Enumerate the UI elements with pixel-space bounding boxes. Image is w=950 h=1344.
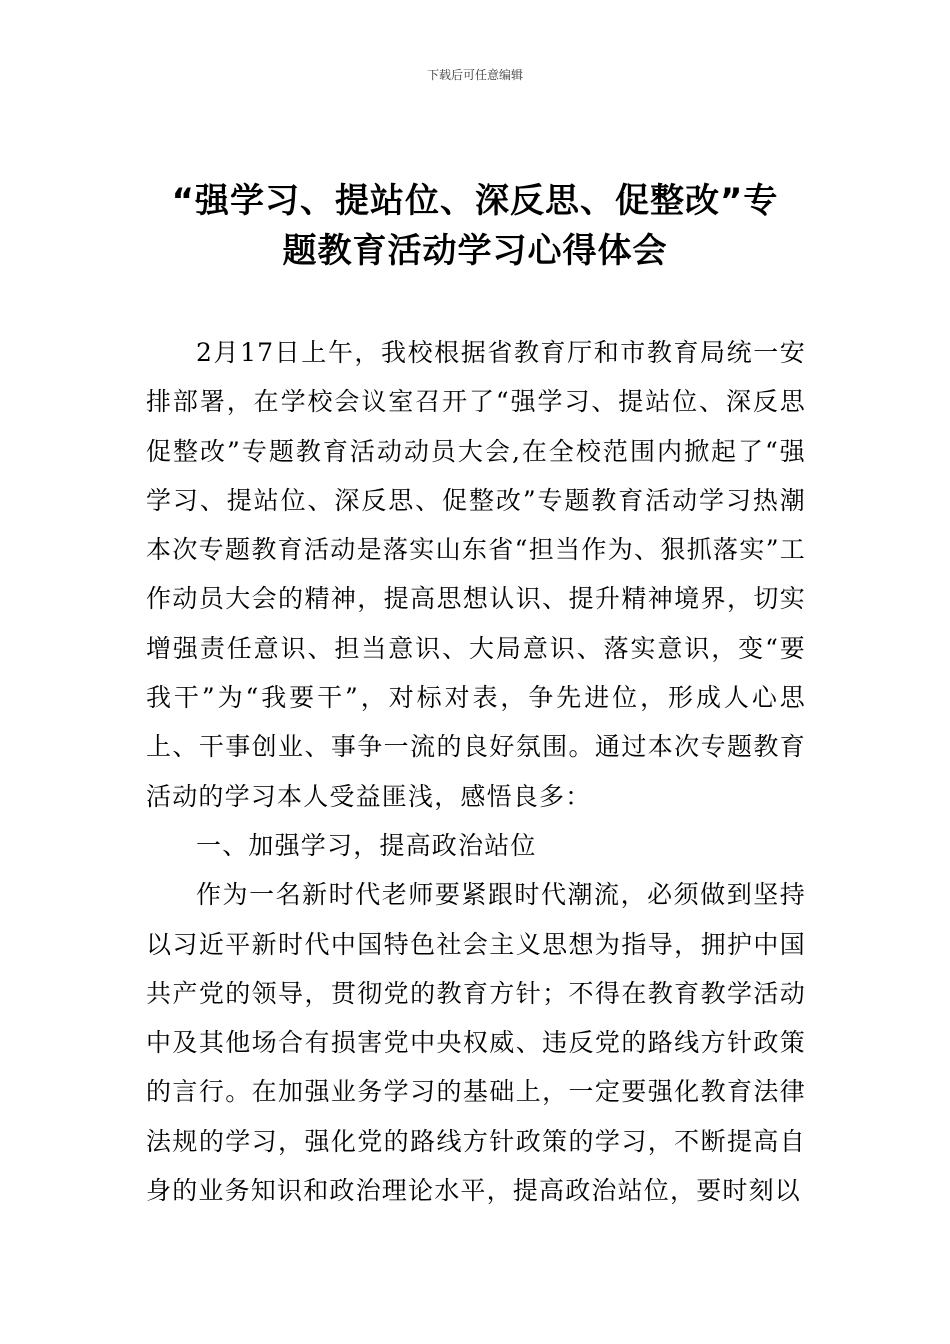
- document-title: [140, 176, 810, 276]
- document-body: [146, 328, 806, 1215]
- title-line-2: 题教育活动学习心得体会: [282, 231, 668, 271]
- paragraph-intro: 2月17日上午，我校根据省教育厅和市教育局统一安排部署，在学校会议室召开了“强学习、提站位、深反思促整改”专题教育活动动员大会,在全校范围内掀起了“强学习、提站位、深反思、促整改”专题教育活动学习热潮本次专题教育活动是落实山东省“担当作为、狠抓落实”工作动员大会的精神，提高思想认识、提升精神境界，切实增强责任意识、担当意识、大局意识、落实意识，变“要我干”为“我要干”，对标对表，争先进位，形成人心思上、干事创业、事争一流的良好氛围。通过本次专题教育活动的学习本人受益匪浅，感悟良多：: [146, 338, 806, 811]
- title-line-1: “强学习、提站位、深反思、促整改”专: [171, 181, 779, 221]
- section-heading-1: 一、加强学习，提高政治站位: [196, 830, 537, 860]
- paragraph-section-1: 作为一名新时代老师要紧跟时代潮流，必须做到坚持以习近平新时代中国特色社会主义思想为指导，拥护中国共产党的领导，贯彻党的教育方针；不得在教育教学活动中及其他场合有损害党中央权威、违反党的路线方针政策的言行。在加强业务学习的基础上，一定要强化教育法律法规的学习，强化党的路线方针政策的学习，不断提高自身的业务知识和政治理论水平，提高政治站位，要时刻以: [146, 880, 806, 1206]
- header-note: 下载后可任意编辑: [426, 68, 523, 82]
